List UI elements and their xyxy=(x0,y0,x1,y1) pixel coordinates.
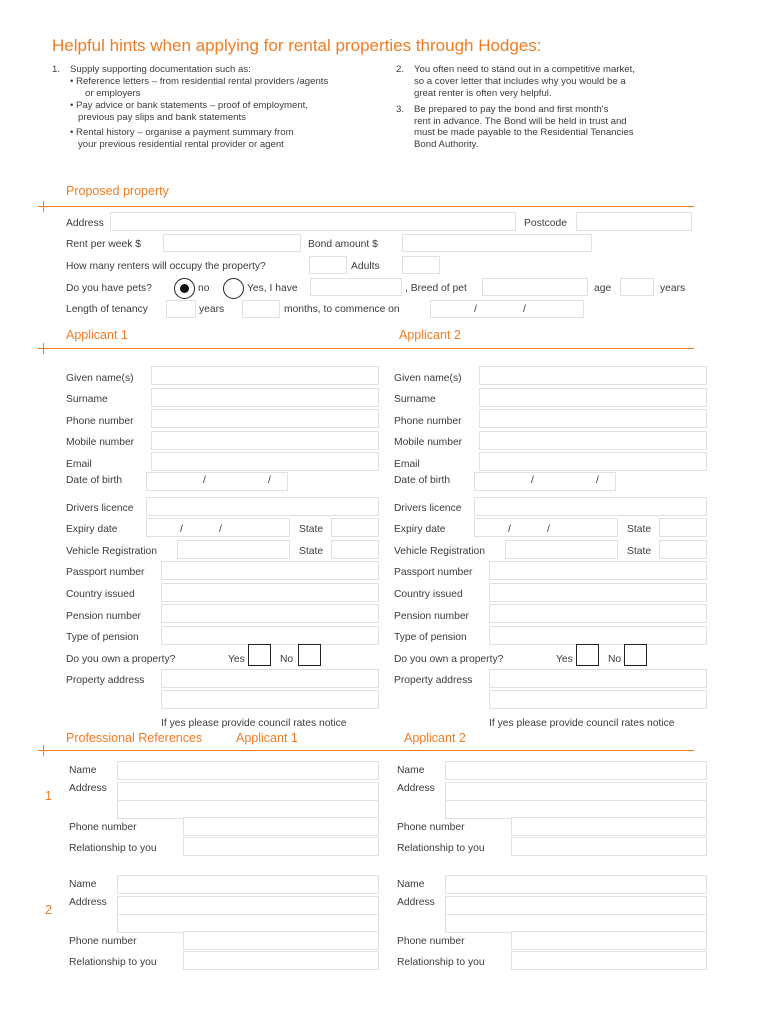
r2-a1-address-field[interactable] xyxy=(117,896,379,915)
tenancy-years-field[interactable] xyxy=(166,300,196,318)
renters-field[interactable] xyxy=(309,256,347,274)
a1-rates-note: If yes please provide council rates notice xyxy=(161,718,347,729)
r2-a2-name-field[interactable] xyxy=(445,875,707,894)
date-slash: / xyxy=(219,524,222,535)
a2-expiry-label: Expiry date xyxy=(394,524,446,535)
date-slash: / xyxy=(523,304,526,315)
hint-3-line: rent in advance. The Bond will be held in trust and xyxy=(414,115,627,127)
a1-given-label: Given name(s) xyxy=(66,373,134,384)
tenancy-label: Length of tenancy xyxy=(66,304,148,315)
a2-rates-note: If yes please provide council rates notice xyxy=(489,718,675,729)
a2-email-field[interactable] xyxy=(479,452,707,471)
section-rule xyxy=(38,348,694,349)
a2-rego-state-label: State xyxy=(627,546,652,557)
references-applicant-1-heading: Applicant 1 xyxy=(236,731,298,745)
section-rule xyxy=(38,206,694,207)
bond-label: Bond amount $ xyxy=(308,239,378,250)
a2-dob-label: Date of birth xyxy=(394,475,451,486)
a1-own-no-label: No xyxy=(280,654,294,665)
a1-state-field[interactable] xyxy=(331,518,379,537)
hint-3-number: 3. xyxy=(396,104,405,115)
r2-a2-relationship-field[interactable] xyxy=(511,951,707,970)
a2-mobile-label: Mobile number xyxy=(394,437,463,448)
a1-surname-label: Surname xyxy=(66,394,108,405)
hint-3-line: Bond Authority. xyxy=(414,138,479,150)
hint-1-intro: Supply supporting documentation such as: xyxy=(70,64,251,75)
r1-a1-phone-label: Phone number xyxy=(69,822,137,833)
a2-country-label: Country issued xyxy=(394,589,463,600)
pets-no-radio[interactable] xyxy=(174,278,195,299)
hint-2-number: 2. xyxy=(396,64,405,75)
a1-pension-no-label: Pension number xyxy=(66,611,141,622)
a2-licence-field[interactable] xyxy=(474,497,707,516)
a2-given-field[interactable] xyxy=(479,366,707,385)
a2-country-field[interactable] xyxy=(489,583,707,602)
a1-pension-no-field[interactable] xyxy=(161,604,379,623)
r1-a2-name-field[interactable] xyxy=(445,761,707,780)
section-rule xyxy=(38,750,694,751)
section-tick xyxy=(43,745,44,756)
r1-a1-address-field[interactable] xyxy=(117,782,379,801)
pets-label: Do you have pets? xyxy=(66,283,152,294)
a1-prop-addr-field[interactable] xyxy=(161,669,379,688)
hint-3-line: must be made payable to the Residential Tenancies xyxy=(414,127,634,138)
a1-own-yes-checkbox[interactable] xyxy=(248,644,271,666)
a2-own-no-checkbox[interactable] xyxy=(624,644,647,666)
r2-a1-name-field[interactable] xyxy=(117,875,379,894)
a1-email-label: Email xyxy=(66,459,92,470)
r2-a1-name-label: Name xyxy=(69,879,97,890)
tenancy-years-label: years xyxy=(199,304,225,315)
applicant-2-heading: Applicant 2 xyxy=(399,328,461,342)
references-heading: Professional References xyxy=(66,731,203,745)
date-slash: / xyxy=(268,475,271,486)
a1-passport-field[interactable] xyxy=(161,561,379,580)
pet-age-field[interactable] xyxy=(620,278,654,296)
date-slash: / xyxy=(474,304,477,315)
r1-a2-address-field[interactable] xyxy=(445,782,707,801)
r1-a1-relationship-label: Relationship to you xyxy=(69,843,157,854)
address-label: Address xyxy=(66,218,104,229)
hint-2-line: You often need to stand out in a competitive market, xyxy=(414,64,635,75)
pets-no-label: no xyxy=(198,283,210,294)
a2-own-yes-checkbox[interactable] xyxy=(576,644,599,666)
date-slash: / xyxy=(203,475,206,486)
months-label: months, to commence on xyxy=(284,304,400,315)
date-slash: / xyxy=(547,524,550,535)
r2-a1-relationship-field[interactable] xyxy=(183,951,379,970)
breed-label: , Breed of pet xyxy=(405,283,467,294)
a1-rego-field[interactable] xyxy=(177,540,290,559)
a1-given-field[interactable] xyxy=(151,366,379,385)
reference-1-number: 1 xyxy=(45,789,52,803)
adults-field[interactable] xyxy=(402,256,440,274)
a2-email-label: Email xyxy=(394,459,420,470)
a2-own-yes-label: Yes xyxy=(556,654,573,665)
r2-a2-address-label: Address xyxy=(397,897,435,908)
a2-own-no-label: No xyxy=(608,654,622,665)
pet-count-field[interactable] xyxy=(310,278,402,296)
a2-pension-no-label: Pension number xyxy=(394,611,469,622)
a1-rego-label: Vehicle Registration xyxy=(66,546,158,557)
reference-2-number: 2 xyxy=(45,903,52,917)
a1-phone-field[interactable] xyxy=(151,409,379,428)
a2-mobile-field[interactable] xyxy=(479,431,707,450)
a2-rego-state-field[interactable] xyxy=(659,540,707,559)
postcode-label: Postcode xyxy=(524,218,567,229)
r1-a1-name-label: Name xyxy=(69,765,97,776)
a2-dob-field[interactable] xyxy=(474,472,616,491)
r1-a1-name-field[interactable] xyxy=(117,761,379,780)
age-label: age xyxy=(594,283,612,294)
r1-a2-relationship-field[interactable] xyxy=(511,837,707,856)
hint-1-bullet-cont: previous pay slips and bank statements xyxy=(78,112,246,123)
a2-licence-label: Drivers licence xyxy=(394,503,462,514)
a2-passport-field[interactable] xyxy=(489,561,707,580)
a1-surname-field[interactable] xyxy=(151,388,379,407)
date-slash: / xyxy=(531,475,534,486)
breed-field[interactable] xyxy=(482,278,588,296)
a2-rego-label: Vehicle Registration xyxy=(394,546,486,557)
radio-selected-dot xyxy=(180,284,189,293)
r2-a2-phone-label: Phone number xyxy=(397,936,465,947)
a2-own-label: Do you own a property? xyxy=(394,654,504,665)
r1-a2-name-label: Name xyxy=(397,765,425,776)
a1-expiry-label: Expiry date xyxy=(66,524,118,535)
date-slash: / xyxy=(180,524,183,535)
a2-prop-addr-label: Property address xyxy=(394,675,473,686)
applicant-1-heading: Applicant 1 xyxy=(66,328,128,342)
r1-a1-phone-field[interactable] xyxy=(183,817,379,836)
pets-yes-radio[interactable] xyxy=(223,278,244,299)
a2-surname-field[interactable] xyxy=(479,388,707,407)
r2-a2-name-label: Name xyxy=(397,879,425,890)
a2-state-field[interactable] xyxy=(659,518,707,537)
renters-label: How many renters will occupy the property? xyxy=(66,261,266,272)
a1-passport-label: Passport number xyxy=(66,567,145,578)
hint-3 xyxy=(414,104,714,150)
hint-2-line: so a cover letter that includes why you would be a xyxy=(414,76,626,87)
section-tick xyxy=(43,201,44,212)
a1-state-label: State xyxy=(299,524,324,535)
a1-email-field[interactable] xyxy=(151,452,379,471)
a1-licence-field[interactable] xyxy=(146,497,379,516)
a1-pension-type-field[interactable] xyxy=(161,626,379,645)
a2-state-label: State xyxy=(627,524,652,535)
references-applicant-2-heading: Applicant 2 xyxy=(404,731,466,745)
r2-a2-phone-field[interactable] xyxy=(511,931,707,950)
a2-rego-field[interactable] xyxy=(505,540,618,559)
proposed-property-heading: Proposed property xyxy=(66,184,169,198)
r2-a1-address-label: Address xyxy=(69,897,107,908)
a1-country-label: Country issued xyxy=(66,589,135,600)
a2-surname-label: Surname xyxy=(394,394,436,405)
hint-1-bullet-cont: or employers xyxy=(85,88,141,99)
hint-1 xyxy=(70,64,390,151)
r1-a2-address-label: Address xyxy=(397,783,435,794)
date-slash: / xyxy=(596,475,599,486)
a1-rego-state-label: State xyxy=(299,546,324,557)
hint-1-bullet-cont: your previous residential rental provider or agent xyxy=(78,139,284,150)
pets-yes-label: Yes, I have xyxy=(247,283,298,294)
hint-2-line: great renter is often very helpful. xyxy=(414,88,552,99)
r1-a1-relationship-field[interactable] xyxy=(183,837,379,856)
a1-country-field[interactable] xyxy=(161,583,379,602)
page-title: Helpful hints when applying for rental properties through Hodges: xyxy=(52,36,542,55)
a1-dob-field[interactable] xyxy=(146,472,288,491)
r2-a2-relationship-label: Relationship to you xyxy=(397,957,485,968)
hint-1-bullet: • Reference letters – from residential rental providers /agents xyxy=(70,76,329,87)
a2-pension-type-label: Type of pension xyxy=(394,632,467,643)
a2-phone-field[interactable] xyxy=(479,409,707,428)
hint-3-line: Be prepared to pay the bond and first month's xyxy=(414,104,609,115)
a2-prop-addr-field-2[interactable] xyxy=(489,690,707,709)
age-years-label: years xyxy=(660,283,686,294)
a1-dob-label: Date of birth xyxy=(66,475,123,486)
a2-phone-label: Phone number xyxy=(394,416,462,427)
r2-a1-phone-field[interactable] xyxy=(183,931,379,950)
rent-field[interactable] xyxy=(163,234,301,252)
a1-phone-label: Phone number xyxy=(66,416,134,427)
section-tick xyxy=(43,343,44,354)
a2-pension-type-field[interactable] xyxy=(489,626,707,645)
postcode-field[interactable] xyxy=(576,212,692,231)
r1-a2-phone-field[interactable] xyxy=(511,817,707,836)
tenancy-months-field[interactable] xyxy=(242,300,280,318)
address-field[interactable] xyxy=(110,212,516,231)
r1-a2-relationship-label: Relationship to you xyxy=(397,843,485,854)
a1-own-label: Do you own a property? xyxy=(66,654,176,665)
a2-pension-no-field[interactable] xyxy=(489,604,707,623)
bond-field[interactable] xyxy=(402,234,592,252)
hint-2 xyxy=(414,64,714,100)
a2-passport-label: Passport number xyxy=(394,567,473,578)
r1-a2-phone-label: Phone number xyxy=(397,822,465,833)
a1-own-no-checkbox[interactable] xyxy=(298,644,321,666)
r1-a1-address-label: Address xyxy=(69,783,107,794)
a2-prop-addr-field[interactable] xyxy=(489,669,707,688)
a2-expiry-field[interactable] xyxy=(474,518,618,537)
a2-given-label: Given name(s) xyxy=(394,373,462,384)
a1-prop-addr-field-2[interactable] xyxy=(161,690,379,709)
a1-prop-addr-label: Property address xyxy=(66,675,145,686)
r2-a1-relationship-label: Relationship to you xyxy=(69,957,157,968)
commence-date-field[interactable] xyxy=(430,300,584,318)
rent-label: Rent per week $ xyxy=(66,239,141,250)
hint-1-bullet: • Rental history – organise a payment summary from xyxy=(70,127,294,138)
date-slash: / xyxy=(508,524,511,535)
a1-pension-type-label: Type of pension xyxy=(66,632,139,643)
r2-a2-address-field[interactable] xyxy=(445,896,707,915)
hint-1-number: 1. xyxy=(52,64,61,75)
a1-own-yes-label: Yes xyxy=(228,654,245,665)
r2-a1-phone-label: Phone number xyxy=(69,936,137,947)
hint-1-bullet: • Pay advice or bank statements – proof of employment, xyxy=(70,100,308,111)
a1-licence-label: Drivers licence xyxy=(66,503,134,514)
adults-label: Adults xyxy=(351,261,380,272)
a1-mobile-label: Mobile number xyxy=(66,437,135,448)
a1-expiry-field[interactable] xyxy=(146,518,290,537)
a1-mobile-field[interactable] xyxy=(151,431,379,450)
a1-rego-state-field[interactable] xyxy=(331,540,379,559)
